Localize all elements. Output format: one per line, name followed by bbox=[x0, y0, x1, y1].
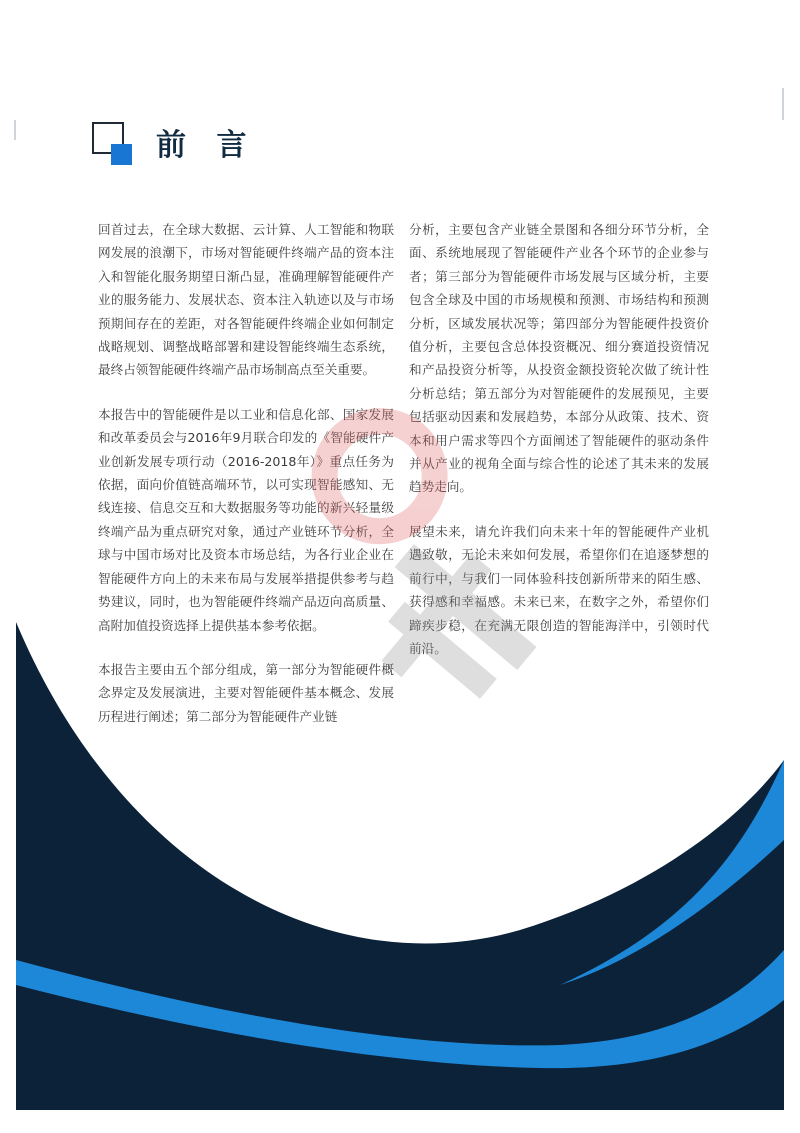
paragraph: 回首过去，在全球大数据、云计算、人工智能和物联网发展的浪潮下，市场对智能硬件终端产品的资本注入和智能化服务期望日渐凸显，准确理解智能硬件产业的服务能力、发展状态、资本注入轨迹以及与市场预期间存在的差距，对各智能硬件终端企业如何制定战略规划、调整战略部署和建设智能终端生态系统，最终占领智能硬件终端产品市场制高点至关重要。 bbox=[98, 222, 394, 378]
paragraph: 展望未来，请允许我们向未来十年的智能硬件产业机遇致敬，无论未来如何发展，希望你们在追逐梦想的前行中，与我们一同体验科技创新所带来的陌生感、获得感和幸福感。未来已来，在数字之外，希望你们蹄疾步稳，在充满无限创造的智能海洋中，引领时代前沿。 bbox=[409, 523, 709, 656]
left-text-column bbox=[98, 218, 394, 728]
paragraph: 本报告中的智能硬件是以工业和信息化部、国家发展和改革委员会与2016年9月联合印发的《智能硬件产业创新发展专项行动（2016-2018年）》重点任务为依据，面向价值链高端环节，以可实现智能感知、无线连接、信息交互和大数据服务等功能的新兴轻量级终端产品为重点研究对象，通过产业链环节分析，全球与中国市场对比及资本市场总结，为各行业企业在智能硬件方向上的未来布局与发展举措提供参考与趋势建议，同时，也为智能硬件终端产品迈向高质量、高附加值投资选择上提供基本参考依据。 bbox=[98, 406, 394, 633]
left-edge-mark bbox=[14, 120, 16, 140]
square-fill bbox=[111, 144, 132, 165]
square-logo-icon bbox=[92, 122, 132, 166]
right-text-column bbox=[409, 218, 709, 660]
paragraph: 本报告主要由五个部分组成，第一部分为智能硬件概念界定及发展演进，主要对智能硬件基本概念、发展历程进行阐述；第二部分为智能硬件产业链 bbox=[98, 661, 394, 724]
paragraph: 分析，主要包含产业链全景图和各细分环节分析，全面、系统地展现了智能硬件产业各个环节的企业参与者；第三部分为智能硬件市场发展与区域分析，主要包含全球及中国的市场规模和预测、市场结构和预测分析，区域发展状况等；第四部分为智能硬件投资价值分析，主要包含总体投资概况、细分赛道投资情况和产品投资分析等，从投资金额投资轮次做了统计性分析总结；第五部分为对智能硬件的发展预见，主要包括驱动因素和发展趋势，本部分从政策、技术、资本和用户需求等四个方面阐述了智能硬件的驱动条件并从产业的视角全面与综合性的论述了其未来的发展趋势走向。 bbox=[409, 222, 709, 495]
page-title: 前 言 bbox=[156, 128, 257, 163]
right-edge-mark bbox=[782, 88, 784, 120]
